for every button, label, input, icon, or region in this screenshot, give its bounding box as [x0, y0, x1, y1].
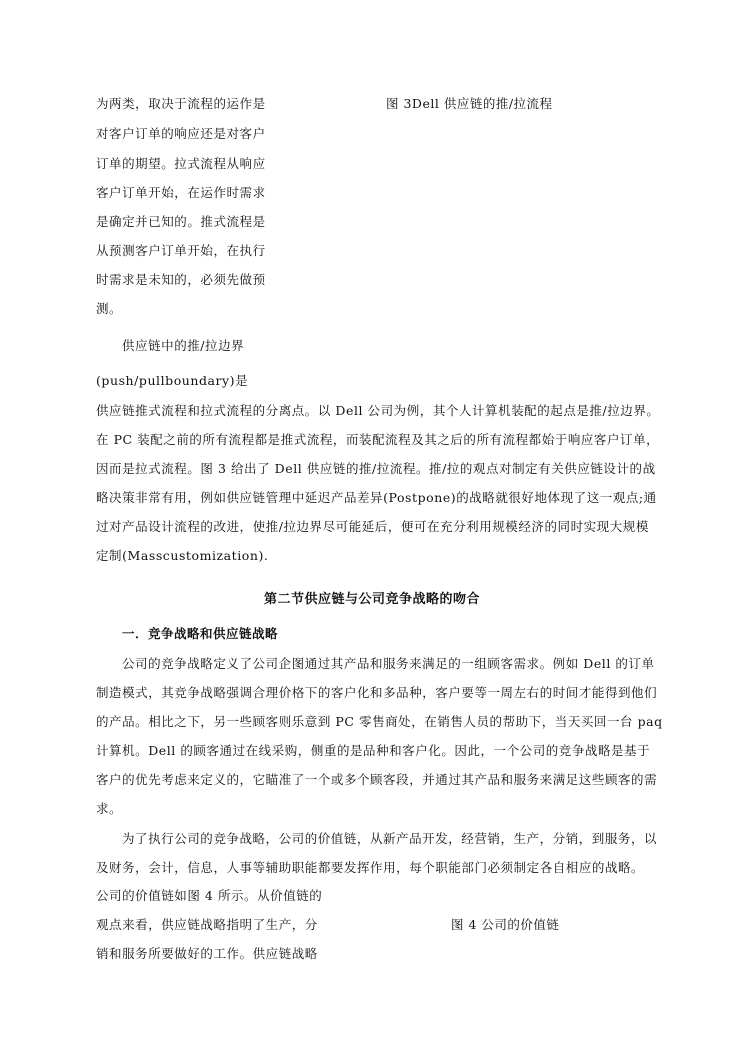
paragraph-line: 因而是拉式流程。图 3 给出了 Dell 供应链的推/拉流程。推/拉的观点对制定有关供应链设计的战 [96, 461, 656, 476]
figure4-caption: 图 4 公司的价值链 [451, 917, 560, 932]
left-column-line: 客户订单开始，在运作时需求 [96, 185, 266, 200]
paragraph-line: 公司的竞争战略定义了公司企图通过其产品和服务来满足的一组顾客需求。例如 Dell 的订单 [122, 656, 655, 671]
subsection-heading: 一．竞争战略和供应链战略 [122, 626, 279, 641]
figure3-caption: 图 3Dell 供应链的推/拉流程 [386, 96, 553, 111]
boundary-title: 供应链中的推/拉边界 [122, 338, 245, 353]
paragraph-line: 观点来看，供应链战略指明了生产，分 [96, 917, 318, 932]
left-column-line: 为两类，取决于流程的运作是 [96, 96, 266, 111]
paragraph-line: 公司的价值链如图 4 所示。从价值链的 [96, 888, 323, 903]
paragraph-line: 客户的优先考虑来定义的，它瞄准了一个或多个顾客段，并通过其产品和服务来满足这些顾客的需 [96, 772, 658, 787]
paragraph-line: 在 PC 装配之前的所有流程都是推式流程，而装配流程及其之后的所有流程都始于响应客户订单， [96, 432, 660, 447]
left-column-line: 从预测客户订单开始，在执行 [96, 243, 266, 258]
paragraph-line: 供应链推式流程和拉式流程的分离点。以 Dell 公司为例，其个人计算机装配的起点是推/拉边界。 [96, 403, 660, 418]
paragraph-line: 过对产品设计流程的改进，使推/拉边界尽可能延后，便可在充分利用规模经济的同时实现大规模 [96, 519, 649, 534]
paragraph-line: 及财务，会计，信息，人事等辅助职能都要发挥作用，每个职能部门必须制定各自相应的战略。 [96, 860, 645, 875]
section-heading: 第二节供应链与公司竞争战略的吻合 [263, 592, 480, 607]
paragraph-line: 销和服务所要做好的工作。供应链战略 [96, 946, 318, 961]
paragraph-line: 制造模式，其竞争战略强调合理价格下的客户化和多品种，客户要等一周左右的时间才能得到他们 [96, 685, 658, 700]
paragraph-line: 定制(Masscustomization). [96, 548, 269, 563]
paragraph-line: 求。 [96, 801, 123, 816]
left-column-line: 对客户订单的响应还是对客户 [96, 126, 266, 141]
left-column-line: 是确定并已知的。推式流程是 [96, 214, 266, 229]
paragraph-line: 略决策非常有用，例如供应链管理中延迟产品差异(Postpone)的战略就很好地体现了这一观点;通 [96, 490, 657, 505]
paragraph-line: 的产品。相比之下，另一些顾客则乐意到 PC 零售商处，在销售人员的帮助下，当天买回一台 paq [96, 714, 663, 729]
left-column-line: 订单的期望。拉式流程从响应 [96, 156, 266, 171]
paragraph-line: 为了执行公司的竞争战略，公司的价值链，从新产品开发，经营销，生产，分销，到服务，以 [122, 831, 658, 846]
left-column-line: 测。 [96, 301, 123, 316]
boundary-term: (push/pullboundary)是 [96, 373, 249, 388]
left-column-line: 时需求是未知的，必须先做预 [96, 272, 266, 287]
paragraph-line: 计算机。Dell 的顾客通过在线采购，侧重的是品种和客户化。因此，一个公司的竞争战略是基于 [96, 743, 651, 758]
